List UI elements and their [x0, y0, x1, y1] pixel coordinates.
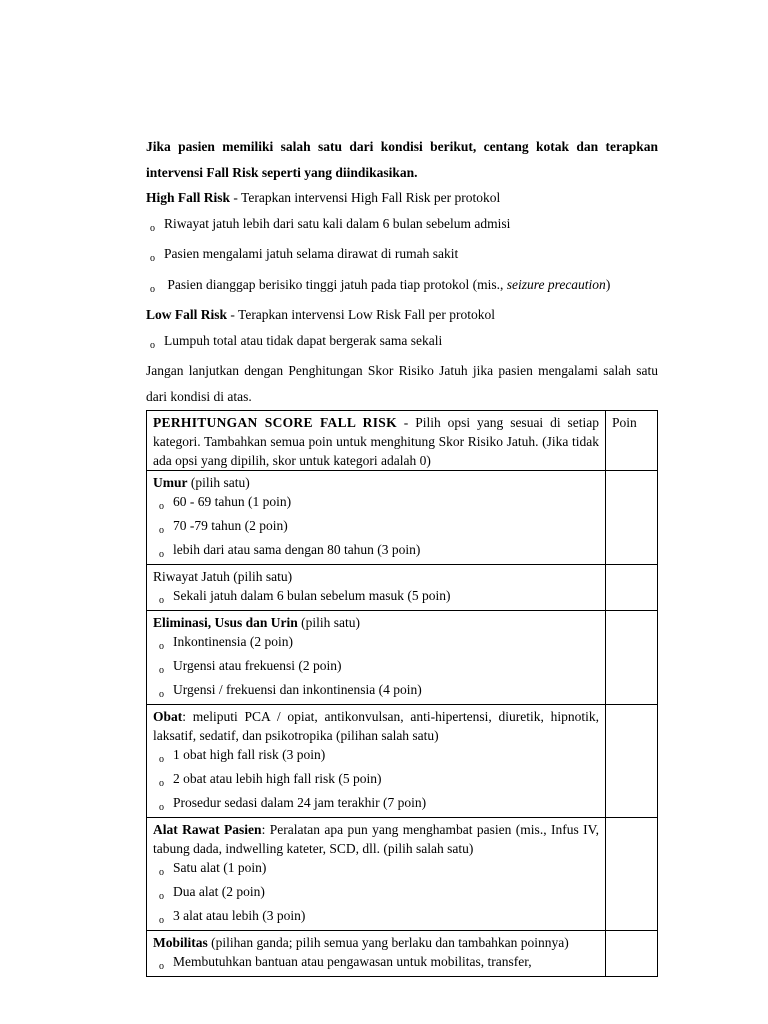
poin-cell[interactable] [606, 818, 658, 931]
intro-text: Jika pasien memiliki salah satu dari kondisi berikut, centang kotak dan terapkan intervensi Fall Risk seperti yang diindikasikan. [146, 139, 658, 180]
checkbox-bullet-icon: o [159, 915, 164, 926]
fall-risk-instructions [146, 134, 658, 409]
checkbox-bullet-icon: o [159, 525, 164, 536]
checkbox-bullet-icon: o [150, 253, 155, 264]
checkbox-bullet-icon: o [159, 689, 164, 700]
option-item: o 2 obat atau lebih high fall risk (5 poin) [153, 769, 599, 793]
checkbox-bullet-icon: o [159, 961, 164, 972]
note-text: Jangan lanjutkan dengan Penghitungan Skor Risiko Jatuh jika pasien mengalami salah satu dari kondisi di atas. [146, 363, 658, 404]
option-item: o 60 - 69 tahun (1 poin) [153, 492, 599, 516]
table-row [147, 931, 658, 977]
high-fall-risk-text: - Terapkan intervensi High Fall Risk per protokol [230, 190, 501, 205]
checkbox-bullet-icon: o [159, 641, 164, 652]
checkbox-bullet-icon: o [150, 283, 155, 295]
mobilitas-cell: Mobilitas (pilihan ganda; pilih semua yang berlaku dan tambahkan poinnya) o Membutuhkan bantuan atau pengawasan untuk mobilitas, transfer, [147, 931, 606, 977]
list-item: o Riwayat jatuh lebih dari satu kali dalam 6 bulan sebelum admisi [146, 211, 658, 242]
option-item: o Inkontinensia (2 poin) [153, 632, 599, 656]
table-instructions: - Pilih opsi yang sesuai di setiap kategori. Tambahkan semua poin untuk menghitung Skor Risiko Jatuh. (Jika tidak ada opsi yang dipilih, skor untuk kategori adalah 0) [153, 415, 599, 468]
fall-risk-score-table [146, 410, 658, 977]
checkbox-bullet-icon: o [159, 595, 164, 606]
checkbox-bullet-icon: o [159, 665, 164, 676]
low-fall-risk-label: Low Fall Risk [146, 307, 228, 322]
poin-cell[interactable] [606, 705, 658, 818]
option-item: o Dua alat (2 poin) [153, 882, 599, 906]
table-row [147, 818, 658, 931]
poin-cell[interactable] [606, 611, 658, 705]
eliminasi-cell: Eliminasi, Usus dan Urin (pilih satu) o Inkontinensia (2 poin) o Urgensi atau frekuensi (2 poin) o Urgensi / frekuensi dan inkontinensia (4 poin) [147, 611, 606, 705]
option-item: o 1 obat high fall risk (3 poin) [153, 745, 599, 769]
checkbox-bullet-icon: o [159, 549, 164, 560]
checkbox-bullet-icon: o [150, 339, 155, 351]
option-item: o Membutuhkan bantuan atau pengawasan untuk mobilitas, transfer, [153, 952, 599, 976]
checkbox-bullet-icon: o [159, 754, 164, 765]
option-item: o Urgensi / frekuensi dan inkontinensia (4 poin) [153, 680, 599, 704]
table-title: PERHITUNGAN SCORE FALL RISK [153, 415, 397, 430]
checkbox-bullet-icon: o [150, 222, 155, 234]
obat-cell: Obat: meliputi PCA / opiat, antikonvulsan, anti-hipertensi, diuretik, hipnotik, laksatif, sedatif, dan psikotropika (pilihan salah satu) o 1 obat high fall risk (3 poin) o 2 obat atau lebih high fall risk (5 poin) o Prosedur sedasi dalam 24 jam terakhir (7 poin) [147, 705, 606, 818]
option-item: o Sekali jatuh dalam 6 bulan sebelum masuk (5 poin) [153, 586, 599, 610]
list-item: o Pasien dianggap berisiko tinggi jatuh pada tiap protokol (mis., seizure precaution) [146, 272, 658, 303]
option-item: o lebih dari atau sama dengan 80 tahun (3 poin) [153, 540, 599, 564]
option-item: o 3 alat atau lebih (3 poin) [153, 906, 599, 930]
checkbox-bullet-icon: o [159, 501, 164, 512]
checkbox-bullet-icon: o [159, 891, 164, 902]
umur-cell: Umur (pilih satu) o 60 - 69 tahun (1 poin) o 70 -79 tahun (2 poin) o lebih dari atau sama dengan 80 tahun (3 poin) [147, 471, 606, 565]
alat-rawat-cell: Alat Rawat Pasien: Peralatan apa pun yang menghambat pasien (mis., Infus IV, tabung dada, indwelling kateter, SCD, dll. (pilih salah satu) o Satu alat (1 poin) o Dua alat (2 poin) o 3 alat atau lebih (3 poin) [147, 818, 606, 931]
poin-cell[interactable] [606, 931, 658, 977]
option-item: o 70 -79 tahun (2 poin) [153, 516, 599, 540]
list-item: o Pasien mengalami jatuh selama dirawat di rumah sakit [146, 241, 658, 272]
table-row [147, 705, 658, 818]
poin-header: Poin [606, 411, 658, 471]
table-row [147, 565, 658, 611]
riwayat-jatuh-cell: Riwayat Jatuh (pilih satu) o Sekali jatuh dalam 6 bulan sebelum masuk (5 poin) [147, 565, 606, 611]
table-row [147, 411, 658, 471]
checkbox-bullet-icon: o [159, 867, 164, 878]
table-row [147, 471, 658, 565]
high-fall-risk-label: High Fall Risk [146, 190, 231, 205]
checkbox-bullet-icon: o [159, 802, 164, 813]
low-fall-risk-heading [146, 302, 658, 328]
option-item: o Urgensi atau frekuensi (2 poin) [153, 656, 599, 680]
option-item: o Prosedur sedasi dalam 24 jam terakhir (7 poin) [153, 793, 599, 817]
poin-cell[interactable] [606, 471, 658, 565]
table-header-cell [147, 411, 606, 471]
list-item: o Lumpuh total atau tidak dapat bergerak sama sekali [146, 328, 658, 359]
low-fall-risk-text: - Terapkan intervensi Low Risk Fall per protokol [227, 307, 496, 322]
option-item: o Satu alat (1 poin) [153, 858, 599, 882]
poin-cell[interactable] [606, 565, 658, 611]
table-row [147, 611, 658, 705]
checkbox-bullet-icon: o [159, 778, 164, 789]
high-fall-risk-heading [146, 185, 658, 211]
